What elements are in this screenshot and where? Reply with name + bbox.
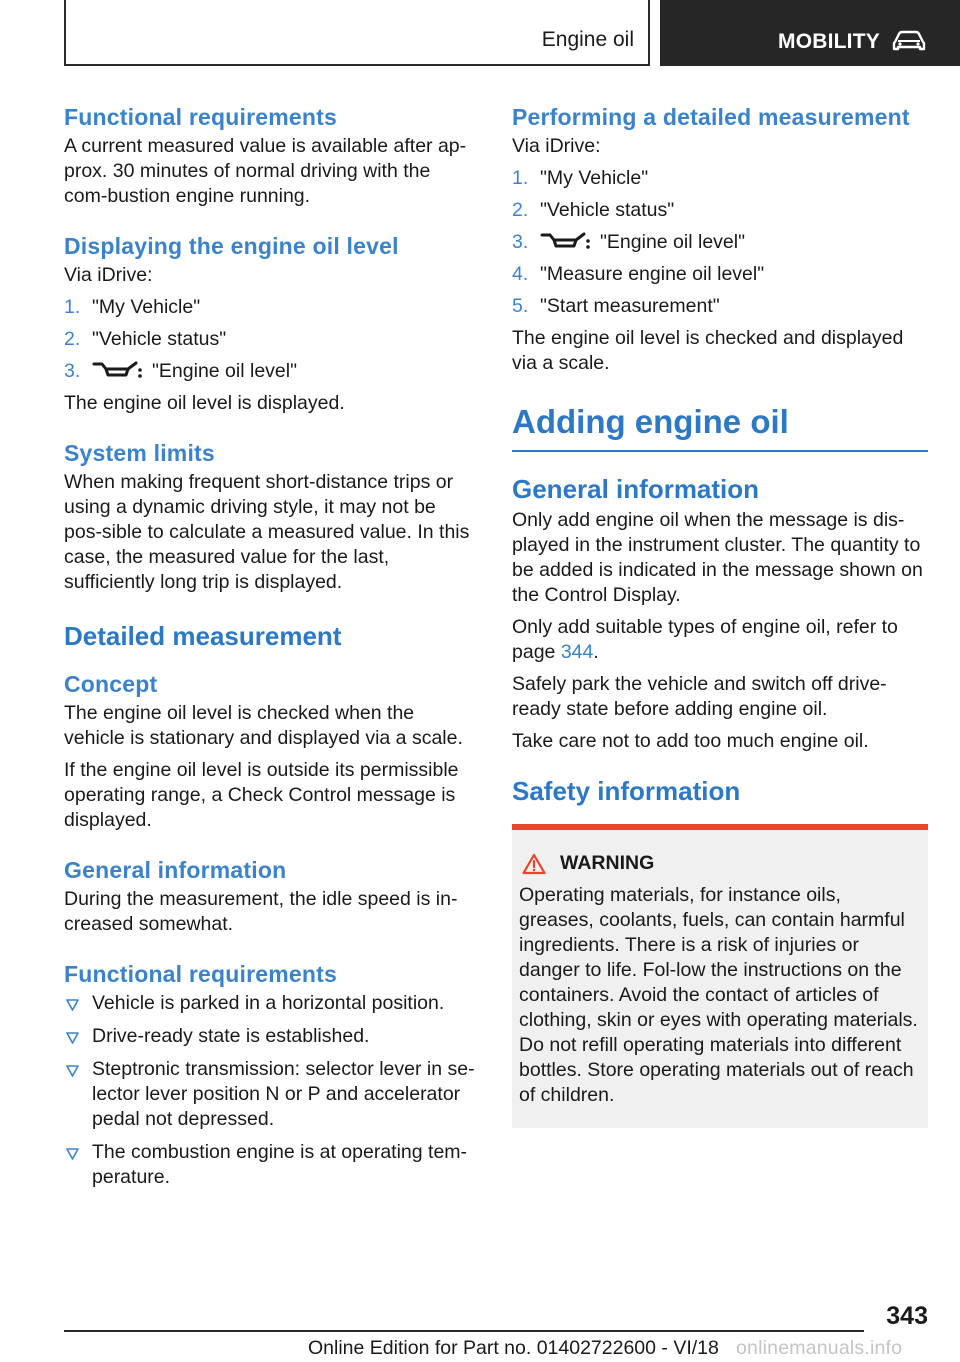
page-number: 343	[886, 1302, 928, 1330]
section-title: Engine oil	[541, 28, 634, 51]
list-item-text: Steptronic transmission: selector lever in se‐lector lever position N or P and accelerator pedal not depressed.	[92, 1058, 475, 1130]
list-item	[512, 294, 928, 319]
paragraph-general-information-1: During the measurement, the idle speed is in‐creased somewhat.	[64, 888, 458, 935]
steps-detailed-measurement	[512, 166, 928, 319]
heading-safety-information: Safety information	[512, 776, 741, 806]
heading-performing-detailed-measurement: Performing a detailed measurement	[512, 104, 910, 130]
heading-system-limits: System limits	[64, 440, 215, 466]
warning-header	[519, 852, 920, 875]
footer-edition: Online Edition for Part no. 01402722600 - VI/18	[308, 1337, 719, 1359]
chapter-tab-label: MOBILITY	[778, 30, 880, 53]
footer-divider	[64, 1330, 864, 1332]
step-text: "My Vehicle"	[540, 167, 649, 189]
list-item	[64, 359, 478, 384]
paragraph-via-idrive: Via iDrive:	[512, 135, 601, 157]
list-item	[512, 166, 928, 191]
paragraph-via-idrive: Via iDrive:	[64, 264, 153, 286]
paragraph-oil-level-displayed: The engine oil level is displayed.	[64, 392, 345, 414]
step-text: "Start measurement"	[540, 295, 720, 317]
right-column	[512, 102, 928, 1128]
paragraph-concept-1: The engine oil level is checked when the vehicle is stationary and displayed via a scale.	[64, 702, 463, 749]
paragraph-system-limits: When making frequent short-distance trips or using a dynamic driving style, it may not be pos‐sible to calculate a measured value. In this case, the measured value for the last, sufficiently long trip is displayed.	[64, 471, 470, 593]
step-number: 4.	[512, 263, 529, 285]
engine-oil-dipstick-icon	[540, 231, 592, 251]
step-number: 1.	[64, 296, 81, 318]
paragraph-functional-requirements: A current measured value is available after ap‐prox. 30 minutes of normal driving with the com‐bustion engine running.	[64, 135, 467, 207]
page-reference-link[interactable]: 344	[560, 641, 594, 663]
step-number: 1.	[512, 167, 529, 189]
requirements-list	[64, 991, 478, 1190]
paragraph-concept-2: If the engine oil level is outside its permissible operating range, a Check Control message is displayed.	[64, 759, 459, 831]
triangle-bullet-icon	[66, 1065, 79, 1077]
engine-oil-dipstick-icon	[92, 360, 144, 380]
warning-text: Operating materials, for instance oils, greases, coolants, fuels, can contain harmful ingredients. There is a risk of injuries or danger to life. Fol‐low the instructions on the containers. Avoid the contact of articles of clothing, skin or eyes with operating materials. Do not refill operating materials into different bottles. Store operating materials out of reach of children.	[519, 884, 918, 1106]
steps-display-oil-level	[64, 295, 478, 384]
header-section-box	[64, 0, 650, 66]
triangle-bullet-icon	[66, 1032, 79, 1044]
heading-functional-requirements-2: Functional requirements	[64, 961, 337, 987]
heading-detailed-measurement: Detailed measurement	[64, 621, 342, 651]
step-text: "Engine oil level"	[152, 360, 298, 382]
list-item	[64, 1057, 478, 1132]
heading-displaying-oil-level: Displaying the engine oil level	[64, 233, 399, 259]
step-number: 3.	[64, 360, 81, 382]
footer-watermark: onlinemanuals.info	[736, 1337, 903, 1359]
warning-box	[512, 824, 928, 1128]
step-text: "Engine oil level"	[600, 231, 746, 253]
list-item-text: The combustion engine is at operating tem‐perature.	[92, 1141, 468, 1188]
heading-adding-engine-oil: Adding engine oil	[512, 400, 928, 452]
car-icon	[892, 30, 926, 52]
heading-general-information-2: General information	[512, 474, 760, 504]
warning-triangle-icon	[522, 853, 546, 875]
triangle-bullet-icon	[66, 999, 79, 1011]
step-number: 2.	[64, 328, 81, 350]
heading-general-information-1: General information	[64, 857, 287, 883]
chapter-tab[interactable]	[660, 0, 960, 66]
list-item	[64, 1140, 478, 1190]
step-text: "Vehicle status"	[92, 328, 227, 350]
list-item-text: Drive-ready state is established.	[92, 1025, 370, 1047]
step-number: 5.	[512, 295, 529, 317]
paragraph-not-too-much-oil: Take care not to add too much engine oil.	[512, 730, 869, 752]
list-item	[512, 230, 928, 255]
step-number: 3.	[512, 231, 529, 253]
heading-functional-requirements-1: Functional requirements	[64, 104, 337, 130]
list-item	[512, 198, 928, 223]
step-number: 2.	[512, 199, 529, 221]
text: .	[593, 641, 599, 663]
left-column	[64, 102, 478, 1198]
list-item	[64, 991, 478, 1016]
paragraph-park-vehicle: Safely park the vehicle and switch off drive-ready state before adding engine oil.	[512, 673, 887, 720]
text: Only add suitable types of engine oil, refer to page	[512, 616, 898, 663]
step-text: "Measure engine oil level"	[540, 263, 765, 285]
list-item	[64, 295, 478, 320]
step-text: "My Vehicle"	[92, 296, 201, 318]
list-item	[64, 327, 478, 352]
step-text: "Vehicle status"	[540, 199, 675, 221]
list-item	[512, 262, 928, 287]
paragraph-suitable-oil-types	[512, 615, 928, 665]
paragraph-checked-displayed-scale: The engine oil level is checked and displayed via a scale.	[512, 327, 904, 374]
paragraph-general-information-2a: Only add engine oil when the message is dis‐played in the instrument cluster. The quantity to be added is indicated in the message shown on the Control Display.	[512, 509, 923, 606]
warning-title: WARNING	[560, 852, 655, 874]
list-item-text: Vehicle is parked in a horizontal position.	[92, 992, 445, 1014]
triangle-bullet-icon	[66, 1148, 79, 1160]
list-item	[64, 1024, 478, 1049]
heading-concept: Concept	[64, 671, 158, 697]
